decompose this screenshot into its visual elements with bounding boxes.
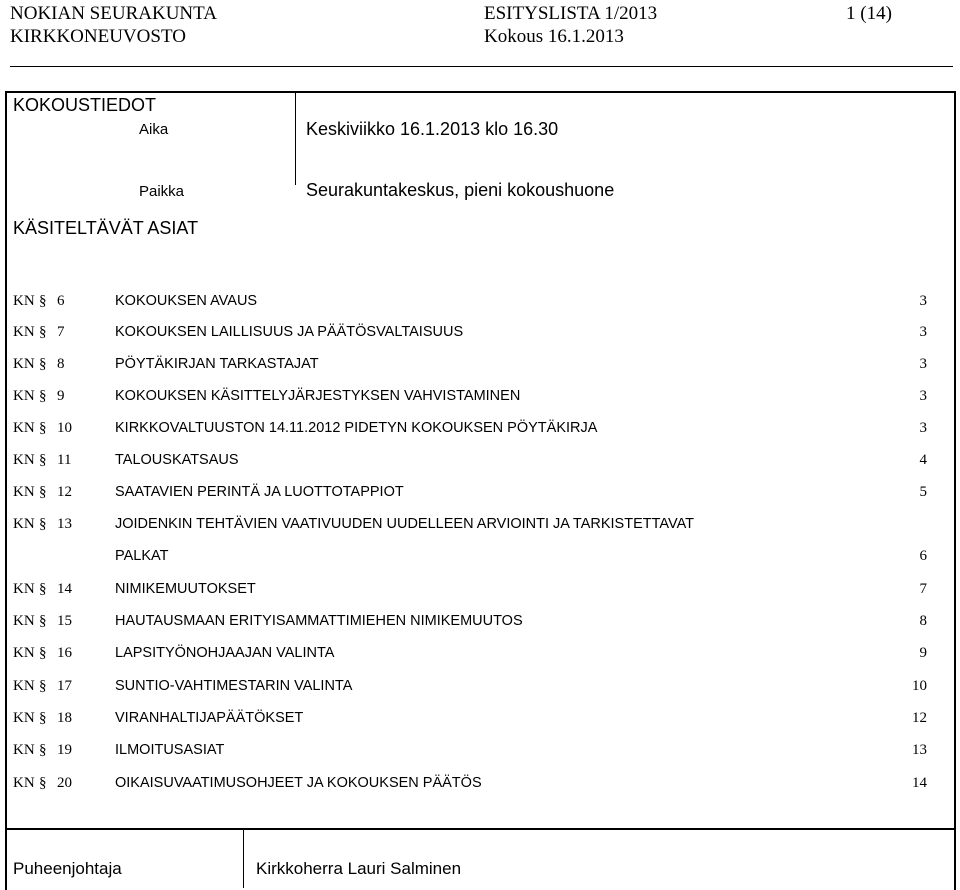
agenda-item (0, 674, 960, 698)
item-number: 8 (57, 356, 65, 372)
item-prefix: KN (13, 613, 35, 629)
item-page: 3 (919, 388, 927, 404)
item-number: 11 (57, 452, 72, 468)
place-value: Seurakuntakeskus, pieni kokoushuone (306, 180, 615, 200)
chair-label: Puheenjohtaja (13, 859, 122, 878)
item-prefix: KN (13, 356, 35, 372)
section-symbol: § (39, 452, 47, 468)
agenda-item-continuation (0, 544, 960, 568)
item-number: 17 (57, 678, 72, 694)
agenda-item (0, 320, 960, 344)
agenda-item (0, 609, 960, 633)
item-number: 20 (57, 775, 72, 791)
signature-divider (243, 828, 244, 888)
place-label: Paikka (139, 183, 185, 200)
section-symbol: § (39, 388, 47, 404)
item-title: JOIDENKIN TEHTÄVIEN VAATIVUUDEN UUDELLEEN ARVIOINTI JA TARKISTETTAVAT (115, 516, 695, 532)
item-page: 6 (919, 548, 927, 564)
section-symbol: § (39, 484, 47, 500)
item-title: PÖYTÄKIRJAN TARKASTAJAT (115, 356, 319, 372)
agenda-item (0, 771, 960, 795)
item-number: 16 (57, 645, 72, 661)
item-prefix: KN (13, 293, 35, 309)
item-number: 6 (57, 293, 65, 309)
item-prefix: KN (13, 710, 35, 726)
item-title: NIMIKEMUUTOKSET (115, 581, 256, 597)
item-number: 9 (57, 388, 65, 404)
agenda-item (0, 512, 960, 536)
section-symbol: § (39, 516, 47, 532)
item-title: KOKOUKSEN AVAUS (115, 293, 258, 309)
agenda-item (0, 384, 960, 408)
agenda-item (0, 352, 960, 376)
section-symbol: § (39, 581, 47, 597)
item-prefix: KN (13, 324, 35, 340)
item-page: 4 (919, 452, 927, 468)
item-title: HAUTAUSMAAN ERITYISAMMATTIMIEHEN NIMIKEMUUTOS (115, 613, 523, 629)
item-title: KIRKKOVALTUUSTON 14.11.2012 PIDETYN KOKOUKSEN PÖYTÄKIRJA (115, 420, 598, 436)
item-number: 7 (57, 324, 65, 340)
section-symbol: § (39, 678, 47, 694)
section-symbol: § (39, 613, 47, 629)
board-name: KIRKKONEUVOSTO (10, 26, 186, 47)
agenda-item (0, 706, 960, 730)
section-symbol: § (39, 324, 47, 340)
section-symbol: § (39, 742, 47, 758)
section-symbol: § (39, 710, 47, 726)
agenda-item (0, 738, 960, 762)
item-page: 9 (919, 645, 927, 661)
item-title: LAPSITYÖNOHJAAJAN VALINTA (115, 645, 335, 661)
agenda-item (0, 577, 960, 601)
item-prefix: KN (13, 678, 35, 694)
time-label: Aika (139, 121, 169, 138)
page-indicator: 1 (14) (846, 3, 892, 24)
item-title: TALOUSKATSAUS (115, 452, 239, 468)
item-page: 3 (919, 356, 927, 372)
item-prefix: KN (13, 420, 35, 436)
agenda-item (0, 289, 960, 313)
item-prefix: KN (13, 484, 35, 500)
signature-box (5, 828, 956, 888)
info-divider (295, 91, 296, 185)
item-prefix: KN (13, 775, 35, 791)
item-title: KOKOUKSEN KÄSITTELYJÄRJESTYKSEN VAHVISTAMINEN (115, 388, 521, 404)
section-symbol: § (39, 293, 47, 309)
meeting-date: Kokous 16.1.2013 (484, 26, 624, 47)
section-symbol: § (39, 356, 47, 372)
item-number: 13 (57, 516, 72, 532)
document-title: ESITYSLISTA 1/2013 (484, 3, 658, 24)
section-symbol: § (39, 420, 47, 436)
agenda-title: KÄSITELTÄVÄT ASIAT (13, 218, 199, 238)
item-number: 19 (57, 742, 72, 758)
item-prefix: KN (13, 742, 35, 758)
item-title: SAATAVIEN PERINTÄ JA LUOTTOTAPPIOT (115, 484, 404, 500)
item-page: 5 (919, 484, 927, 500)
meeting-info-title: KOKOUSTIEDOT (13, 95, 157, 115)
item-prefix: KN (13, 581, 35, 597)
item-prefix: KN (13, 516, 35, 532)
item-page: 13 (912, 742, 927, 758)
item-page: 3 (919, 293, 927, 309)
item-prefix: KN (13, 645, 35, 661)
item-prefix: KN (13, 388, 35, 404)
item-page: 12 (912, 710, 927, 726)
item-title: ILMOITUSASIAT (115, 742, 225, 758)
item-page: 10 (912, 678, 927, 694)
time-value: Keskiviikko 16.1.2013 klo 16.30 (306, 119, 559, 139)
item-prefix: KN (13, 452, 35, 468)
item-number: 10 (57, 420, 72, 436)
item-title: PALKAT (115, 548, 169, 564)
agenda-item (0, 448, 960, 472)
item-page: 14 (912, 775, 927, 791)
item-number: 12 (57, 484, 72, 500)
item-page: 3 (919, 420, 927, 436)
item-page: 7 (919, 581, 927, 597)
item-title: VIRANHALTIJAPÄÄTÖKSET (115, 710, 304, 726)
agenda-item (0, 480, 960, 504)
item-number: 15 (57, 613, 72, 629)
item-title: SUNTIO-VAHTIMESTARIN VALINTA (115, 678, 353, 694)
header-rule (10, 66, 953, 67)
item-title: OIKAISUVAATIMUSOHJEET JA KOKOUKSEN PÄÄTÖS (115, 775, 482, 791)
agenda-item (0, 641, 960, 665)
org-name: NOKIAN SEURAKUNTA (10, 3, 217, 24)
item-title: KOKOUKSEN LAILLISUUS JA PÄÄTÖSVALTAISUUS (115, 324, 464, 340)
section-symbol: § (39, 645, 47, 661)
item-number: 14 (57, 581, 72, 597)
chair-name: Kirkkoherra Lauri Salminen (256, 859, 462, 878)
item-page: 3 (919, 324, 927, 340)
item-page: 8 (919, 613, 927, 629)
agenda-item (0, 416, 960, 440)
section-symbol: § (39, 775, 47, 791)
item-number: 18 (57, 710, 72, 726)
